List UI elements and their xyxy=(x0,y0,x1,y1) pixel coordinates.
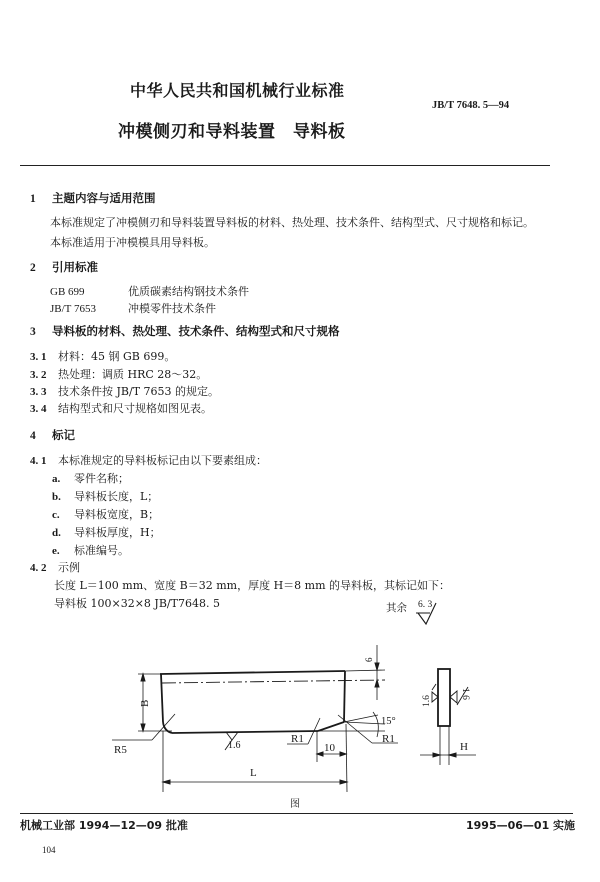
page-number: 104 xyxy=(42,845,56,855)
clause-text: 热处理：调质 HRC 28～32。 xyxy=(58,368,208,381)
clause-number: 3. 3 xyxy=(30,386,47,398)
section-number: 3 xyxy=(30,326,36,338)
clause-number: 4. 1 xyxy=(30,455,47,467)
reference-title: 冲模零件技术条件 xyxy=(128,302,216,315)
label-R1-right: R1 xyxy=(382,733,395,745)
reference-code: JB/T 7653 xyxy=(50,303,96,315)
clause-text: 技术条件按 JB/T 7653 的规定。 xyxy=(58,385,220,398)
clause-number: 3. 1 xyxy=(30,351,47,363)
section-number: 1 xyxy=(30,193,36,205)
label-L: L xyxy=(250,767,257,779)
section-title: 主题内容与适用范围 xyxy=(52,191,156,205)
label-roughness-bottom: 1.6 xyxy=(228,740,241,751)
paragraph: 本标准规定了冲模侧刃和导料装置导料板的材料、热处理、技术条件、结构型式、尺寸规格和标记。 xyxy=(50,216,534,229)
list-text: 导料板长度，L； xyxy=(74,490,159,503)
list-label: e. xyxy=(52,545,60,557)
document-title: 冲模侧刃和导料装置 导料板 xyxy=(118,122,346,142)
section-title: 标记 xyxy=(52,428,75,442)
center-line xyxy=(162,680,385,683)
reference-title: 优质碳素结构钢技术条件 xyxy=(128,285,249,298)
label-roughness-side-left: 1.6 xyxy=(422,695,432,707)
clause-text: 本标准规定的导料板标记由以下要素组成： xyxy=(58,454,267,467)
list-text: 导料板宽度，B； xyxy=(74,508,160,521)
clause-number: 3. 4 xyxy=(30,403,47,415)
list-text: 零件名称； xyxy=(74,472,129,485)
label-angle: 15° xyxy=(381,716,396,727)
clause-text: 示例 xyxy=(58,561,80,574)
section-title: 导料板的材料、热处理、技术条件、结构型式和尺寸规格 xyxy=(52,324,340,338)
roughness-note-prefix: 其余 xyxy=(386,602,407,614)
clause-number: 4. 2 xyxy=(30,562,47,574)
label-6: 6 xyxy=(364,657,374,662)
label-B: B xyxy=(139,699,151,707)
reference-code: GB 699 xyxy=(50,286,85,298)
list-label: a. xyxy=(52,473,61,485)
list-label: c. xyxy=(52,509,60,521)
label-R5: R5 xyxy=(114,744,127,756)
side-view xyxy=(438,669,450,726)
approval-date: 机械工业部 1994—12—09 批准 xyxy=(20,819,188,832)
list-label: d. xyxy=(52,527,61,539)
list-text: 标准编号。 xyxy=(74,544,129,557)
label-10: 10 xyxy=(324,742,335,754)
clause-text: 结构型式和尺寸规格如图见表。 xyxy=(58,402,212,415)
roughness-note-value: 6. 3 xyxy=(418,600,433,610)
example-description: 长度 L＝100 mm、宽度 B＝32 mm，厚度 H＝8 mm 的导料板，其标记如下： xyxy=(54,579,451,592)
implementation-date: 1995—06—01 实施 xyxy=(466,819,576,832)
figure-caption: 图 xyxy=(290,799,300,810)
list-text: 导料板厚度，H； xyxy=(74,526,161,539)
section-number: 2 xyxy=(30,262,36,274)
label-R1-left: R1 xyxy=(291,733,304,745)
section-title: 引用标准 xyxy=(52,260,98,274)
footer-divider xyxy=(20,813,573,814)
label-roughness-side-right: 1.6 xyxy=(460,688,470,700)
standard-code: JB/T 7648. 5—94 xyxy=(432,100,510,111)
clause-text: 材料：45 钢 GB 699。 xyxy=(58,350,176,363)
issuing-organization: 中华人民共和国机械行业标准 xyxy=(130,81,345,100)
clause-number: 3. 2 xyxy=(30,369,47,381)
example-marking: 导料板 100×32×8 JB/T7648. 5 xyxy=(54,597,220,610)
label-H: H xyxy=(460,741,468,753)
list-label: b. xyxy=(52,491,61,503)
paragraph: 本标准适用于冲模模具用导料板。 xyxy=(50,236,215,249)
section-number: 4 xyxy=(30,430,36,442)
